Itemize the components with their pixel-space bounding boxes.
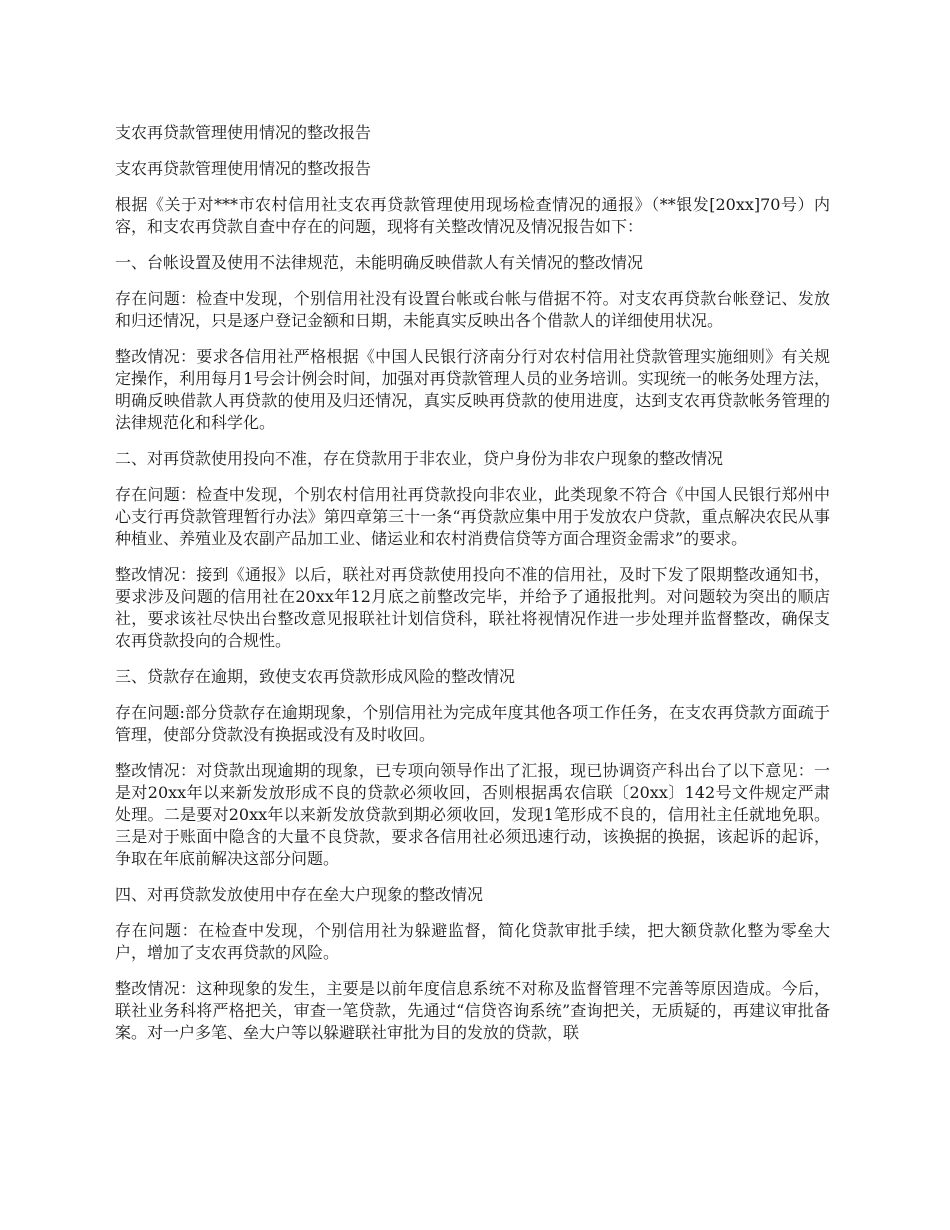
document-body bbox=[115, 122, 830, 1058]
section-4-problem: 存在问题：在检查中发现，个别信用社为躲避监督，简化贷款审批手续，把大额贷款化整为零垒大户，增加了支农再贷款的风险。 bbox=[115, 921, 830, 962]
section-heading-2: 二、对再贷款使用投向不准，存在贷款用于非农业，贷户身份为非农户现象的整改情况 bbox=[115, 449, 724, 468]
section-heading-1: 一、台帐设置及使用不法律规范，未能明确反映借款人有关情况的整改情况 bbox=[115, 253, 644, 272]
document-title: 支农再贷款管理使用情况的整改报告 bbox=[115, 123, 372, 142]
section-1-remedy: 整改情况：要求各信用社严格根据《中国人民银行济南分行对农村信用社贷款管理实施细则》有关规定操作，利用每月1号会计例会时间，加强对再贷款管理人员的业务培训。实现统一的帐务处理方法，明确反映借款人再贷款的使用及归还情况，真实反映再贷款的使用进度，达到支农再贷款帐务管理的法律规范化和科学化。 bbox=[115, 347, 830, 432]
intro-paragraph: 根据《关于对***市农村信用社支农再贷款管理使用现场检查情况的通报》（**银发[20xx]70号）内容，和支农再贷款自查中存在的问题，现将有关整改情况及情况报告如下： bbox=[115, 195, 830, 236]
section-2-problem: 存在问题：检查中发现，个别农村信用社再贷款投向非农业，此类现象不符合《中国人民银行郑州中心支行再贷款管理暂行办法》第四章第三十一条“再贷款应集中用于发放农户贷款，重点解决农民从事种植业、养殖业及农副产品加工业、储运业和农村消费信贷等方面合理资金需求”的要求。 bbox=[115, 485, 830, 548]
section-4-remedy: 整改情况：这种现象的发生，主要是以前年度信息系统不对称及监督管理不完善等原因造成。今后，联社业务科将严格把关，审查一笔贷款，先通过“信贷咨询系统”查询把关，无质疑的，再建议审批备案。对一户多笔、垒大户等以躲避联社审批为目的发放的贷款，联 bbox=[115, 979, 830, 1042]
section-heading-3: 三、贷款存在逾期，致使支农再贷款形成风险的整改情况 bbox=[115, 667, 516, 686]
section-heading-4: 四、对再贷款发放使用中存在垒大户现象的整改情况 bbox=[115, 885, 484, 904]
section-3-problem: 存在问题:部分贷款存在逾期现象，个别信用社为完成年度其他各项工作任务，在支农再贷款方面疏于管理，使部分贷款没有换据或没有及时收回。 bbox=[115, 703, 830, 744]
section-1-problem: 存在问题：检查中发现，个别信用社没有设置台帐或台帐与借据不符。对支农再贷款台帐登记、发放和归还情况，只是逐户登记金额和日期，未能真实反映出各个借款人的详细使用状况。 bbox=[115, 289, 830, 330]
document-subtitle: 支农再贷款管理使用情况的整改报告 bbox=[115, 159, 372, 178]
section-3-remedy: 整改情况：对贷款出现逾期的现象，已专项向领导作出了汇报，现已协调资产科出台了以下意见：一是对20xx年以来新发放形成不良的贷款必须收回，否则根据禹农信联〔20xx〕142号文件规定严肃处理。二是要对20xx年以来新发放贷款到期必须收回，发现1笔形成不良的，信用社主任就地免职。三是对于账面中隐含的大量不良贷款，要求各信用社必须迅速行动，该换据的换据，该起诉的起诉，争取在年底前解决这部分问题。 bbox=[115, 761, 830, 868]
section-2-remedy: 整改情况：接到《通报》以后，联社对再贷款使用投向不准的信用社，及时下发了限期整改通知书，要求涉及问题的信用社在20xx年12月底之前整改完毕，并给予了通报批判。对问题较为突出的顺店社，要求该社尽快出台整改意见报联社计划信贷科，联社将视情况作进一步处理并监督整改，确保支农再贷款投向的合规性。 bbox=[115, 565, 830, 650]
